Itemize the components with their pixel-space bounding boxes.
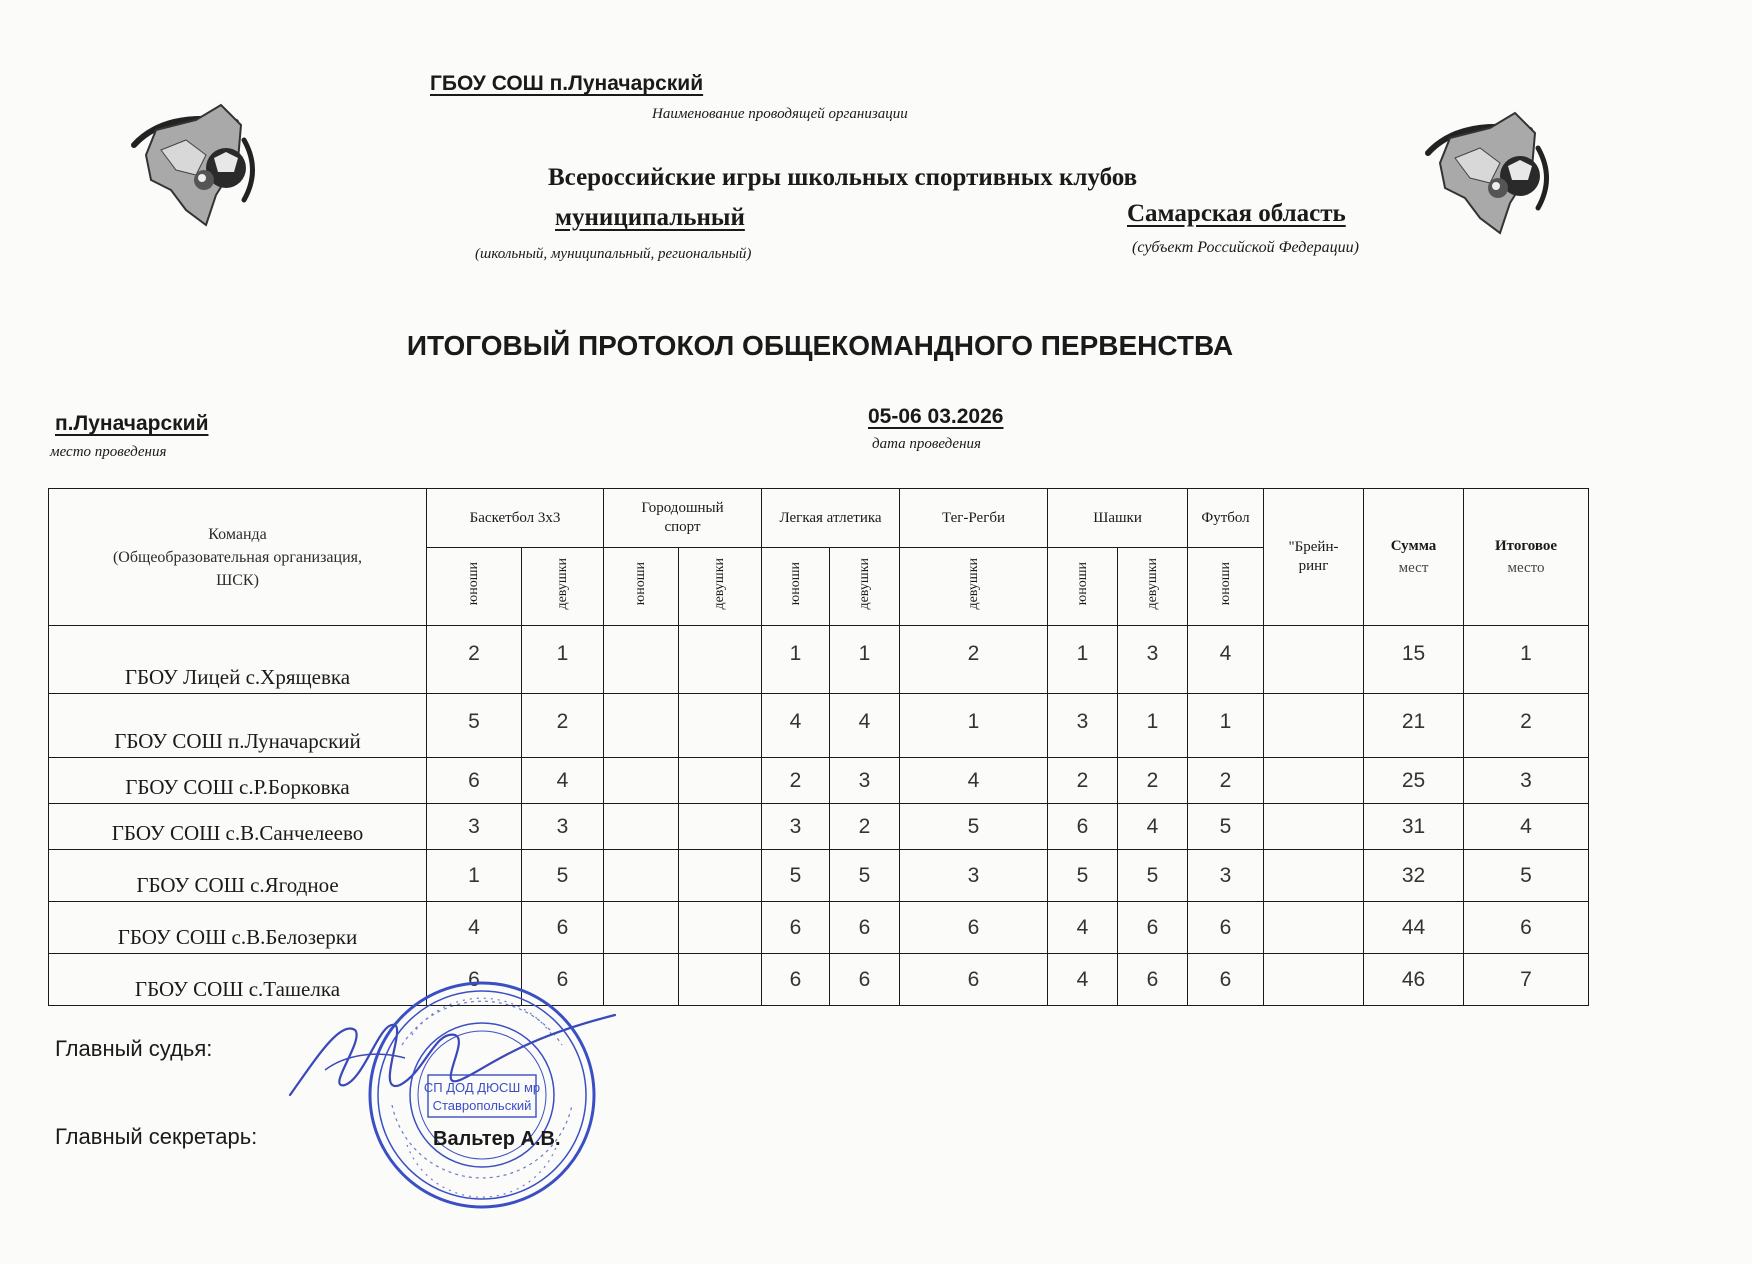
score-cell: 5 — [1048, 850, 1118, 902]
subheader-boys: юноши — [762, 548, 830, 626]
sport-header-football: Футбол — [1188, 489, 1264, 548]
score-cell: 5 — [900, 804, 1048, 850]
score-cell: 2 — [1188, 758, 1264, 804]
place-cell: 3 — [1464, 758, 1589, 804]
score-cell: 1 — [427, 850, 522, 902]
region-map-ball-logo-icon — [126, 100, 276, 235]
score-cell — [1264, 902, 1364, 954]
sum-cell: 21 — [1364, 694, 1464, 758]
sum-cell: 32 — [1364, 850, 1464, 902]
score-cell — [1264, 626, 1364, 694]
score-cell: 6 — [1118, 954, 1188, 1006]
sum-cell: 31 — [1364, 804, 1464, 850]
results-table — [48, 488, 1589, 1006]
team-name: ГБОУ СОШ с.В.Белозерки — [49, 902, 427, 954]
score-cell: 2 — [900, 626, 1048, 694]
sum-header-line: Сумма — [1390, 538, 1437, 554]
score-cell — [604, 850, 679, 902]
organization-caption: Наименование проводящей организации — [652, 106, 908, 122]
score-cell: 5 — [830, 850, 900, 902]
team-name: ГБОУ СОШ с.В.Санчелеево — [49, 804, 427, 850]
table-row — [49, 694, 1589, 758]
score-cell: 6 — [522, 902, 604, 954]
subheader-girls: девушки — [679, 548, 762, 626]
final-place-header-line: место — [1507, 560, 1545, 576]
score-cell: 6 — [762, 954, 830, 1006]
official-stamp — [362, 975, 602, 1215]
sum-cell: 46 — [1364, 954, 1464, 1006]
score-cell — [679, 694, 762, 758]
score-cell — [604, 902, 679, 954]
stamp-center-line: СП ДОД ДЮСШ мр — [423, 1080, 541, 1095]
protocol-title: ИТОГОВЫЙ ПРОТОКОЛ ОБЩЕКОМАНДНОГО ПЕРВЕНСТВА — [406, 330, 1234, 361]
score-cell — [1264, 954, 1364, 1006]
score-cell: 5 — [427, 694, 522, 758]
score-cell — [604, 694, 679, 758]
score-cell: 6 — [762, 902, 830, 954]
score-cell — [679, 850, 762, 902]
score-cell: 6 — [427, 954, 522, 1006]
score-cell: 2 — [1048, 758, 1118, 804]
sum-cell: 44 — [1364, 902, 1464, 954]
score-cell: 6 — [1048, 804, 1118, 850]
chief-judge-label: Главный судья: — [55, 1036, 213, 1061]
score-cell: 5 — [762, 850, 830, 902]
score-cell — [604, 758, 679, 804]
place-cell: 7 — [1464, 954, 1589, 1006]
venue-caption: место проведения — [50, 444, 167, 460]
sport-header-line: спорт — [664, 519, 701, 535]
score-cell: 6 — [900, 902, 1048, 954]
team-name: ГБОУ Лицей с.Хрящевка — [49, 626, 427, 694]
sport-header-line: Городошный — [641, 500, 724, 516]
score-cell: 6 — [830, 902, 900, 954]
score-cell — [604, 954, 679, 1006]
score-cell: 5 — [522, 850, 604, 902]
score-cell: 4 — [1048, 902, 1118, 954]
score-cell: 6 — [1188, 954, 1264, 1006]
score-cell: 4 — [1118, 804, 1188, 850]
score-cell: 1 — [762, 626, 830, 694]
subheader-girls: девушки — [830, 548, 900, 626]
team-column-header — [49, 489, 427, 626]
team-header-line: Команда — [208, 525, 267, 543]
score-cell: 3 — [1048, 694, 1118, 758]
place-cell: 2 — [1464, 694, 1589, 758]
table-row — [49, 902, 1589, 954]
score-cell — [1264, 758, 1364, 804]
score-cell: 6 — [1118, 902, 1188, 954]
score-cell — [679, 804, 762, 850]
sum-header — [1364, 489, 1464, 626]
brain-ring-header — [1264, 489, 1364, 626]
federal-subject: Самарская область — [1127, 200, 1346, 227]
place-cell: 6 — [1464, 902, 1589, 954]
table-row — [49, 758, 1589, 804]
stamp-center-line: Ставропольский — [432, 1098, 532, 1113]
games-title: Всероссийские игры школьных спортивных клубов — [548, 164, 1138, 191]
chief-secretary-name: Вальтер А.В. — [433, 1128, 561, 1150]
score-cell: 1 — [522, 626, 604, 694]
score-cell: 2 — [1118, 758, 1188, 804]
sport-header-basketball: Баскетбол 3х3 — [427, 489, 604, 548]
federal-subject-caption: (субъект Российской Федерации) — [1132, 239, 1359, 256]
sport-header-tag-rugby: Тег-Регби — [900, 489, 1048, 548]
score-cell: 6 — [1188, 902, 1264, 954]
score-cell — [679, 902, 762, 954]
sum-cell: 15 — [1364, 626, 1464, 694]
table-row — [49, 850, 1589, 902]
team-name: ГБОУ СОШ с.Р.Борковка — [49, 758, 427, 804]
sum-cell: 25 — [1364, 758, 1464, 804]
score-cell: 4 — [1188, 626, 1264, 694]
score-cell — [679, 626, 762, 694]
subheader-boys: юноши — [427, 548, 522, 626]
final-place-header-line: Итоговое — [1494, 538, 1558, 554]
score-cell: 2 — [427, 626, 522, 694]
score-cell: 3 — [427, 804, 522, 850]
place-cell: 5 — [1464, 850, 1589, 902]
table-row — [49, 804, 1589, 850]
score-cell: 4 — [427, 902, 522, 954]
team-header-line: ШСК) — [216, 571, 259, 589]
team-name: ГБОУ СОШ с.Ташелка — [49, 954, 427, 1006]
subheader-girls: девушки — [900, 548, 1048, 626]
competition-level-caption: (школьный, муниципальный, региональный) — [475, 246, 752, 262]
score-cell — [604, 804, 679, 850]
brain-ring-line: ринг — [1298, 558, 1329, 574]
score-cell: 4 — [900, 758, 1048, 804]
score-cell: 1 — [830, 626, 900, 694]
score-cell: 2 — [522, 694, 604, 758]
score-cell: 1 — [1048, 626, 1118, 694]
score-cell — [679, 954, 762, 1006]
score-cell: 1 — [1188, 694, 1264, 758]
event-date-caption: дата проведения — [872, 436, 981, 452]
place-cell: 4 — [1464, 804, 1589, 850]
venue: п.Луначарский — [55, 412, 209, 435]
place-cell: 1 — [1464, 626, 1589, 694]
chief-secretary-label: Главный секретарь: — [55, 1124, 258, 1149]
score-cell — [679, 758, 762, 804]
score-cell: 2 — [830, 804, 900, 850]
score-cell: 4 — [762, 694, 830, 758]
results-table-body — [49, 626, 1589, 1006]
score-cell: 1 — [1118, 694, 1188, 758]
score-cell: 6 — [427, 758, 522, 804]
sport-header-gorodki — [604, 489, 762, 548]
score-cell: 6 — [900, 954, 1048, 1006]
sum-header-line: мест — [1398, 560, 1429, 576]
sport-header-checkers: Шашки — [1048, 489, 1188, 548]
brain-ring-line: "Брейн- — [1288, 539, 1339, 555]
score-cell — [604, 626, 679, 694]
subheader-girls: девушки — [522, 548, 604, 626]
score-cell — [1264, 804, 1364, 850]
score-cell: 1 — [900, 694, 1048, 758]
score-cell: 2 — [762, 758, 830, 804]
score-cell: 3 — [522, 804, 604, 850]
score-cell: 4 — [522, 758, 604, 804]
region-map-ball-logo-icon — [1420, 108, 1570, 243]
final-place-header — [1464, 489, 1589, 626]
score-cell: 3 — [762, 804, 830, 850]
event-date: 05-06 03.2026 — [868, 405, 1004, 428]
team-name: ГБОУ СОШ п.Луначарский — [49, 694, 427, 758]
score-cell: 6 — [522, 954, 604, 1006]
team-header-line: (Общеобразовательная организация, — [112, 548, 363, 566]
table-row — [49, 954, 1589, 1006]
score-cell — [1264, 694, 1364, 758]
competition-level: муниципальный — [555, 204, 745, 231]
score-cell: 5 — [1118, 850, 1188, 902]
table-row — [49, 626, 1589, 694]
score-cell: 6 — [830, 954, 900, 1006]
score-cell: 3 — [830, 758, 900, 804]
sport-header-athletics: Легкая атлетика — [762, 489, 900, 548]
team-name: ГБОУ СОШ с.Ягодное — [49, 850, 427, 902]
score-cell: 3 — [900, 850, 1048, 902]
score-cell: 4 — [1048, 954, 1118, 1006]
organization-name: ГБОУ СОШ п.Луначарский — [430, 72, 704, 95]
score-cell: 3 — [1188, 850, 1264, 902]
subheader-boys: юноши — [604, 548, 679, 626]
subheader-boys: юноши — [1188, 548, 1264, 626]
subheader-girls: девушки — [1118, 548, 1188, 626]
subheader-boys: юноши — [1048, 548, 1118, 626]
score-cell: 3 — [1118, 626, 1188, 694]
score-cell: 5 — [1188, 804, 1264, 850]
score-cell — [1264, 850, 1364, 902]
score-cell: 4 — [830, 694, 900, 758]
